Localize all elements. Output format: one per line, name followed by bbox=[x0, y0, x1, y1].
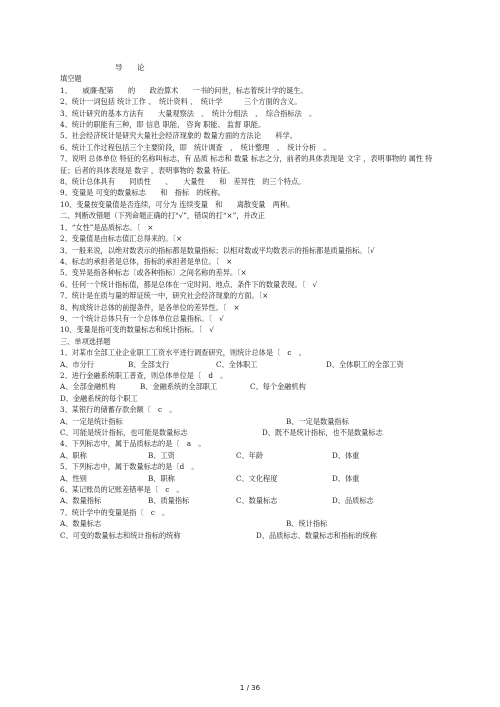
fill-item: 4、统计的职能有三种，即 信息 职能、 咨询 职能、 监督 职能。 bbox=[60, 120, 266, 130]
document-content bbox=[60, 62, 442, 541]
judge-item: 5、变异是指各种标志〔或各种指标〕之间名称的差异。〔× bbox=[60, 268, 247, 278]
choice-question: 7、统计学中的变量是指〔 c 。 bbox=[60, 507, 170, 517]
choice-option: C、年龄 bbox=[236, 450, 264, 460]
choice-question: 1、对某市全部工业企业职工工资水平进行调查研究，则统计总体是〔 c 。 bbox=[60, 348, 306, 358]
judge-item: 7、统计是在质与量的辩证统一中，研究社会经济现象的方面。〔× bbox=[60, 291, 269, 301]
judge-item: 10、变量是指可变的数量标志和统计指标。〔 √ bbox=[60, 325, 214, 335]
choice-option: D、体重 bbox=[332, 450, 360, 460]
choice-option: D、体重 bbox=[332, 473, 360, 483]
fill-item: 10、变量按变量值是否连续，可分为 连续变量 和 离散变量 两种。 bbox=[60, 199, 295, 209]
choice-option: B、职称 bbox=[148, 473, 175, 483]
choice-option: C、可变的数量标志和统计指标的统称 bbox=[60, 530, 181, 540]
choice-option: A、市分行 bbox=[60, 359, 94, 369]
choice-option: A、数量标志 bbox=[60, 519, 102, 529]
fill-item: 8、统计总体具有 同质性 、 大量性 和 差异性 的三个特点。 bbox=[60, 177, 306, 187]
section-heading-choice: 三、单项选择题 bbox=[60, 336, 111, 346]
choice-option: B、金融系统的全部职工 bbox=[140, 382, 218, 392]
choice-option: A、数量指标 bbox=[60, 496, 102, 506]
judge-item: 1、“女性”是品质标志。〔 × bbox=[60, 222, 154, 232]
choice-options bbox=[60, 416, 442, 427]
choice-option: D、全体职工的全部工资 bbox=[326, 359, 404, 369]
judge-item: 4、标志的承担者是总体，指标的承担者是单位。〔 × bbox=[60, 256, 233, 266]
judge-item: 8、构成统计总体的前提条件，是各单位的差异性。〔 × bbox=[60, 302, 240, 312]
choice-option: B、一定是数量指标 bbox=[286, 416, 349, 426]
page-title: 导 论 bbox=[115, 63, 151, 72]
judge-item: 6、任何一个统计指标值，都是总体在一定时间、地点、条件下的数量表现。〔 √ bbox=[60, 279, 318, 289]
choice-option: B、全部支行 bbox=[128, 359, 170, 369]
fill-item: 5、社会经济统计是研究大量社会经济现象的 数量方面的方法论 科学。 bbox=[60, 131, 297, 141]
choice-option: C、数量标志 bbox=[236, 496, 278, 506]
choice-question: 5、下列标志中，属于数量标志的是〔d 。 bbox=[60, 462, 199, 472]
choice-options bbox=[60, 518, 442, 529]
choice-question: 3、某银行的储蓄存款余额〔 c 。 bbox=[60, 405, 177, 415]
choice-options bbox=[60, 530, 442, 541]
judge-item: 3、一般来说，以绝对数表示的指标都是数量指标；以相对数或平均数表示的指标都是质量指标。〔√ bbox=[60, 245, 375, 255]
fill-item: 1、 威廉·配第 的 政治算术 一书的问世，标志着统计学的诞生。 bbox=[60, 85, 308, 95]
choice-option: A、一定是统计指标 bbox=[60, 416, 123, 426]
choice-option: C、全体职工 bbox=[216, 359, 258, 369]
choice-options bbox=[60, 495, 442, 506]
choice-question: 4、下列标志中，属于品质标志的是〔 a 。 bbox=[60, 439, 206, 449]
judge-item: 9、一个统计总体只有一个总体单位总量指标。〔 √ bbox=[60, 313, 224, 323]
choice-option: B、统计指标 bbox=[286, 519, 328, 529]
page-number: 1 / 36 bbox=[239, 684, 261, 692]
choice-options bbox=[60, 450, 442, 461]
choice-question: 2、进行金融系统职工普查，则总体单位是〔 d 。 bbox=[60, 370, 228, 380]
fill-item: 3、统计研究的基本方法有 大量观察法 、 统计分组法 、 综合指标法 。 bbox=[60, 108, 317, 118]
choice-option: C、文化程度 bbox=[236, 473, 278, 483]
section-heading-fill: 填空题 bbox=[60, 74, 82, 84]
judge-item: 2、变量值是由标志值汇总得来的。〔× bbox=[60, 234, 182, 244]
choice-option: C、可能是统计指标，也可能是数量标志 bbox=[60, 428, 188, 437]
choice-options bbox=[60, 359, 442, 370]
choice-option: A、全部金融机构 bbox=[60, 382, 116, 392]
choice-options bbox=[60, 427, 442, 438]
fill-item: 6、统计工作过程包括三个主要阶段，即 统计调查 、 统计整理 、 统计分析 。 bbox=[60, 142, 331, 152]
choice-option: B、工资 bbox=[148, 450, 175, 460]
choice-option: D、品质标志、数量标志和指标的统称 bbox=[256, 530, 377, 540]
fill-item: 2、统计一词包括 统计工作 、 统计资料 、 统计学 三个方面的含义。 bbox=[60, 97, 302, 107]
choice-option: D、既不是统计指标，也不是数量标志 bbox=[262, 428, 383, 437]
choice-option: D、品质标志 bbox=[332, 496, 374, 506]
fill-item: 9、变量是 可变的数量标志 和 指标 的统称。 bbox=[60, 188, 225, 198]
choice-options bbox=[60, 473, 442, 484]
choice-options bbox=[60, 381, 442, 392]
fill-item: 7、说明 总体单位 特征的名称叫标志，有 品质 标志和 数量 标志之分，前者的具体表现是 文字 ，表明事物的 属性 特征；后者的具体表现是 数字 ，表明事物的 数量 特征。 bbox=[60, 154, 433, 175]
choice-option: D、金融系统的每个职工 bbox=[60, 393, 138, 403]
section-heading-judge: 二、判断改错题（下列命题正确的打“√”，错误的打“×”，并改正 bbox=[60, 211, 265, 221]
choice-option: A、性别 bbox=[60, 473, 87, 483]
choice-option: A、职称 bbox=[60, 450, 87, 460]
choice-option: B、质量指标 bbox=[148, 496, 190, 506]
choice-option: C、每个金融机构 bbox=[250, 382, 306, 392]
choice-question: 6、某记账员的记账差错率是〔 c 。 bbox=[60, 485, 184, 495]
